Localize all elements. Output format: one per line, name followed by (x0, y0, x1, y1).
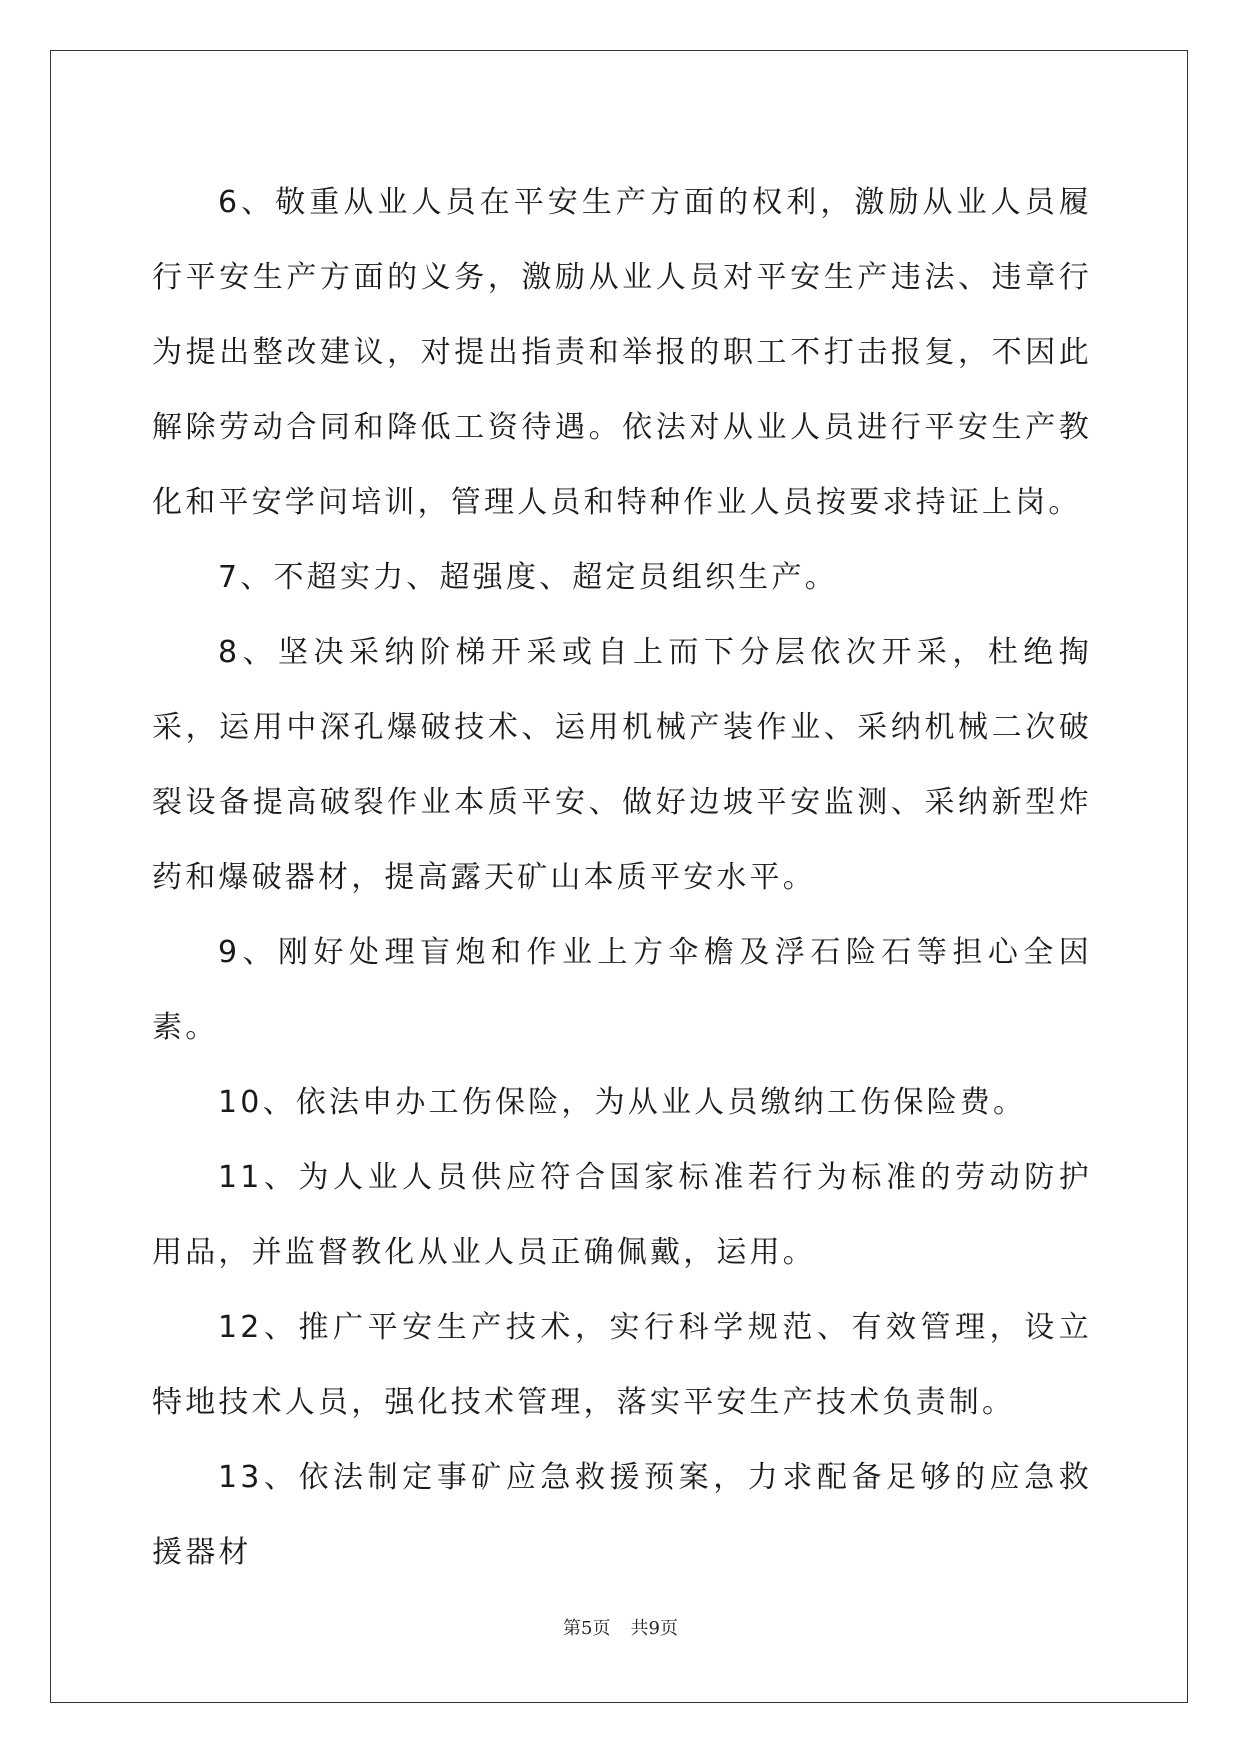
document-body (152, 165, 1092, 1590)
page-footer (0, 1614, 1241, 1640)
paragraph-item-13: 13、依法制定事矿应急救援预案，力求配备足够的应急救援器材 (152, 1460, 1092, 1570)
paragraph-item-6: 6、敬重从业人员在平安生产方面的权利，激励从业人员履行平安生产方面的义务，激励从业人员对平安生产违法、违章行为提出整改建议，对提出指责和举报的职工不打击报复，不因此解除劳动合同和降低工资待遇。依法对从业人员进行平安生产教化和平安学问培训，管理人员和特种作业人员按要求持证上岗。 (152, 185, 1092, 520)
paragraph-item-8: 8、坚决采纳阶梯开采或自上而下分层依次开采，杜绝掏采，运用中深孔爆破技术、运用机械产装作业、采纳机械二次破裂设备提高破裂作业本质平安、做好边坡平安监测、采纳新型炸药和爆破器材，提高露天矿山本质平安水平。 (152, 635, 1092, 895)
paragraph-item-12: 12、推广平安生产技术，实行科学规范、有效管理，设立特地技术人员，强化技术管理，落实平安生产技术负责制。 (152, 1310, 1092, 1420)
paragraph-item-7: 7、不超实力、超强度、超定员组织生产。 (218, 560, 838, 595)
paragraph-item-9: 9、刚好处理盲炮和作业上方伞檐及浮石险石等担心全因素。 (152, 935, 1092, 1045)
paragraph-item-11: 11、为人业人员供应符合国家标准若行为标准的劳动防护用品，并监督教化从业人员正确佩戴，运用。 (152, 1160, 1092, 1270)
current-page-label: 第5页 (563, 1618, 611, 1639)
total-pages-label: 共9页 (630, 1618, 678, 1639)
paragraph-item-10: 10、依法申办工伤保险，为从业人员缴纳工伤保险费。 (218, 1085, 1027, 1120)
